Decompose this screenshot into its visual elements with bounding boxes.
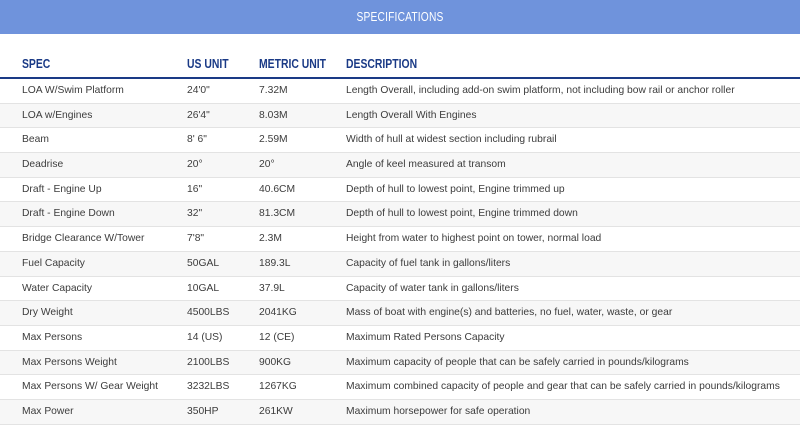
- metric-unit-cell: 189.3L: [259, 257, 291, 269]
- description-cell: Height from water to highest point on tower, normal load: [346, 233, 602, 245]
- table-row: [0, 153, 800, 178]
- description-cell: Capacity of fuel tank in gallons/liters: [346, 257, 511, 269]
- us-unit-cell: 50GAL: [187, 257, 220, 269]
- table-row: [0, 400, 800, 425]
- specifications-table: [0, 79, 800, 425]
- description-cell: Length Overall, including add-on swim platform, not including bow rail or anchor roller: [346, 85, 735, 96]
- us-unit-cell: 350HP: [187, 405, 219, 417]
- spec-cell: Max Power: [22, 405, 74, 417]
- spec-cell: LOA w/Engines: [22, 109, 93, 121]
- metric-unit-cell: 37.9L: [259, 282, 285, 294]
- spec-cell: Water Capacity: [22, 282, 93, 294]
- metric-unit-cell: 8.03M: [259, 109, 288, 121]
- specifications-banner: [0, 0, 800, 34]
- header-us-unit: US UNIT: [187, 56, 229, 71]
- table-row: [0, 301, 800, 326]
- spec-cell: Deadrise: [22, 159, 64, 171]
- us-unit-cell: 32": [187, 208, 203, 220]
- metric-unit-cell: 900KG: [259, 356, 292, 368]
- spec-cell: Max Persons: [22, 331, 83, 343]
- us-unit-cell: 24'0": [187, 85, 210, 96]
- description-cell: Maximum horsepower for safe operation: [346, 405, 531, 417]
- metric-unit-cell: 20°: [259, 159, 275, 171]
- metric-unit-cell: 7.32M: [259, 85, 288, 96]
- description-cell: Capacity of water tank in gallons/liters: [346, 282, 519, 294]
- description-cell: Depth of hull to lowest point, Engine trimmed down: [346, 208, 578, 220]
- us-unit-cell: 26'4": [187, 109, 210, 121]
- spec-cell: Beam: [22, 134, 49, 146]
- table-row: [0, 104, 800, 129]
- header-metric-unit: METRIC UNIT: [259, 56, 327, 71]
- us-unit-cell: 3232LBS: [187, 381, 230, 393]
- table-row: [0, 326, 800, 351]
- table-row: [0, 227, 800, 252]
- description-cell: Maximum Rated Persons Capacity: [346, 331, 505, 343]
- description-cell: Mass of boat with engine(s) and batteries, no fuel, water, waste, or gear: [346, 307, 673, 319]
- us-unit-cell: 10GAL: [187, 282, 220, 294]
- us-unit-cell: 8' 6": [187, 134, 207, 146]
- metric-unit-cell: 261KW: [259, 405, 293, 417]
- metric-unit-cell: 2.3M: [259, 233, 282, 245]
- metric-unit-cell: 40.6CM: [259, 183, 296, 195]
- description-cell: Angle of keel measured at transom: [346, 159, 506, 171]
- table-row: [0, 202, 800, 227]
- us-unit-cell: 16": [187, 183, 203, 195]
- spec-cell: LOA W/Swim Platform: [22, 85, 124, 96]
- table-row: [0, 277, 800, 302]
- spec-cell: Bridge Clearance W/Tower: [22, 233, 145, 245]
- table-row: [0, 252, 800, 277]
- metric-unit-cell: 81.3CM: [259, 208, 296, 220]
- spec-cell: Max Persons Weight: [22, 356, 117, 368]
- table-header: [0, 53, 800, 75]
- metric-unit-cell: 2.59M: [259, 134, 288, 146]
- description-cell: Maximum capacity of people that can be safely carried in pounds/kilograms: [346, 356, 689, 368]
- metric-unit-cell: 1267KG: [259, 381, 297, 393]
- us-unit-cell: 4500LBS: [187, 307, 230, 319]
- header-description: DESCRIPTION: [346, 56, 418, 71]
- us-unit-cell: 14 (US): [187, 331, 223, 343]
- spec-cell: Fuel Capacity: [22, 257, 85, 269]
- description-cell: Depth of hull to lowest point, Engine trimmed up: [346, 183, 565, 195]
- spec-cell: Dry Weight: [22, 307, 73, 319]
- description-cell: Length Overall With Engines: [346, 109, 477, 121]
- table-row: [0, 375, 800, 400]
- spec-cell: Draft - Engine Up: [22, 183, 102, 195]
- table-row: [0, 178, 800, 203]
- table-row: [0, 79, 800, 104]
- header-spec: SPEC: [22, 56, 51, 71]
- banner-title: SPECIFICATIONS: [356, 10, 444, 24]
- metric-unit-cell: 2041KG: [259, 307, 297, 319]
- description-cell: Width of hull at widest section including rubrail: [346, 134, 557, 146]
- spec-cell: Max Persons W/ Gear Weight: [22, 381, 159, 393]
- us-unit-cell: 7'8": [187, 233, 205, 245]
- table-row: [0, 351, 800, 376]
- description-cell: Maximum combined capacity of people and gear that can be safely carried in pounds/kilograms: [346, 381, 780, 393]
- us-unit-cell: 2100LBS: [187, 356, 230, 368]
- metric-unit-cell: 12 (CE): [259, 331, 295, 343]
- spec-cell: Draft - Engine Down: [22, 208, 115, 220]
- table-row: [0, 128, 800, 153]
- us-unit-cell: 20°: [187, 159, 203, 171]
